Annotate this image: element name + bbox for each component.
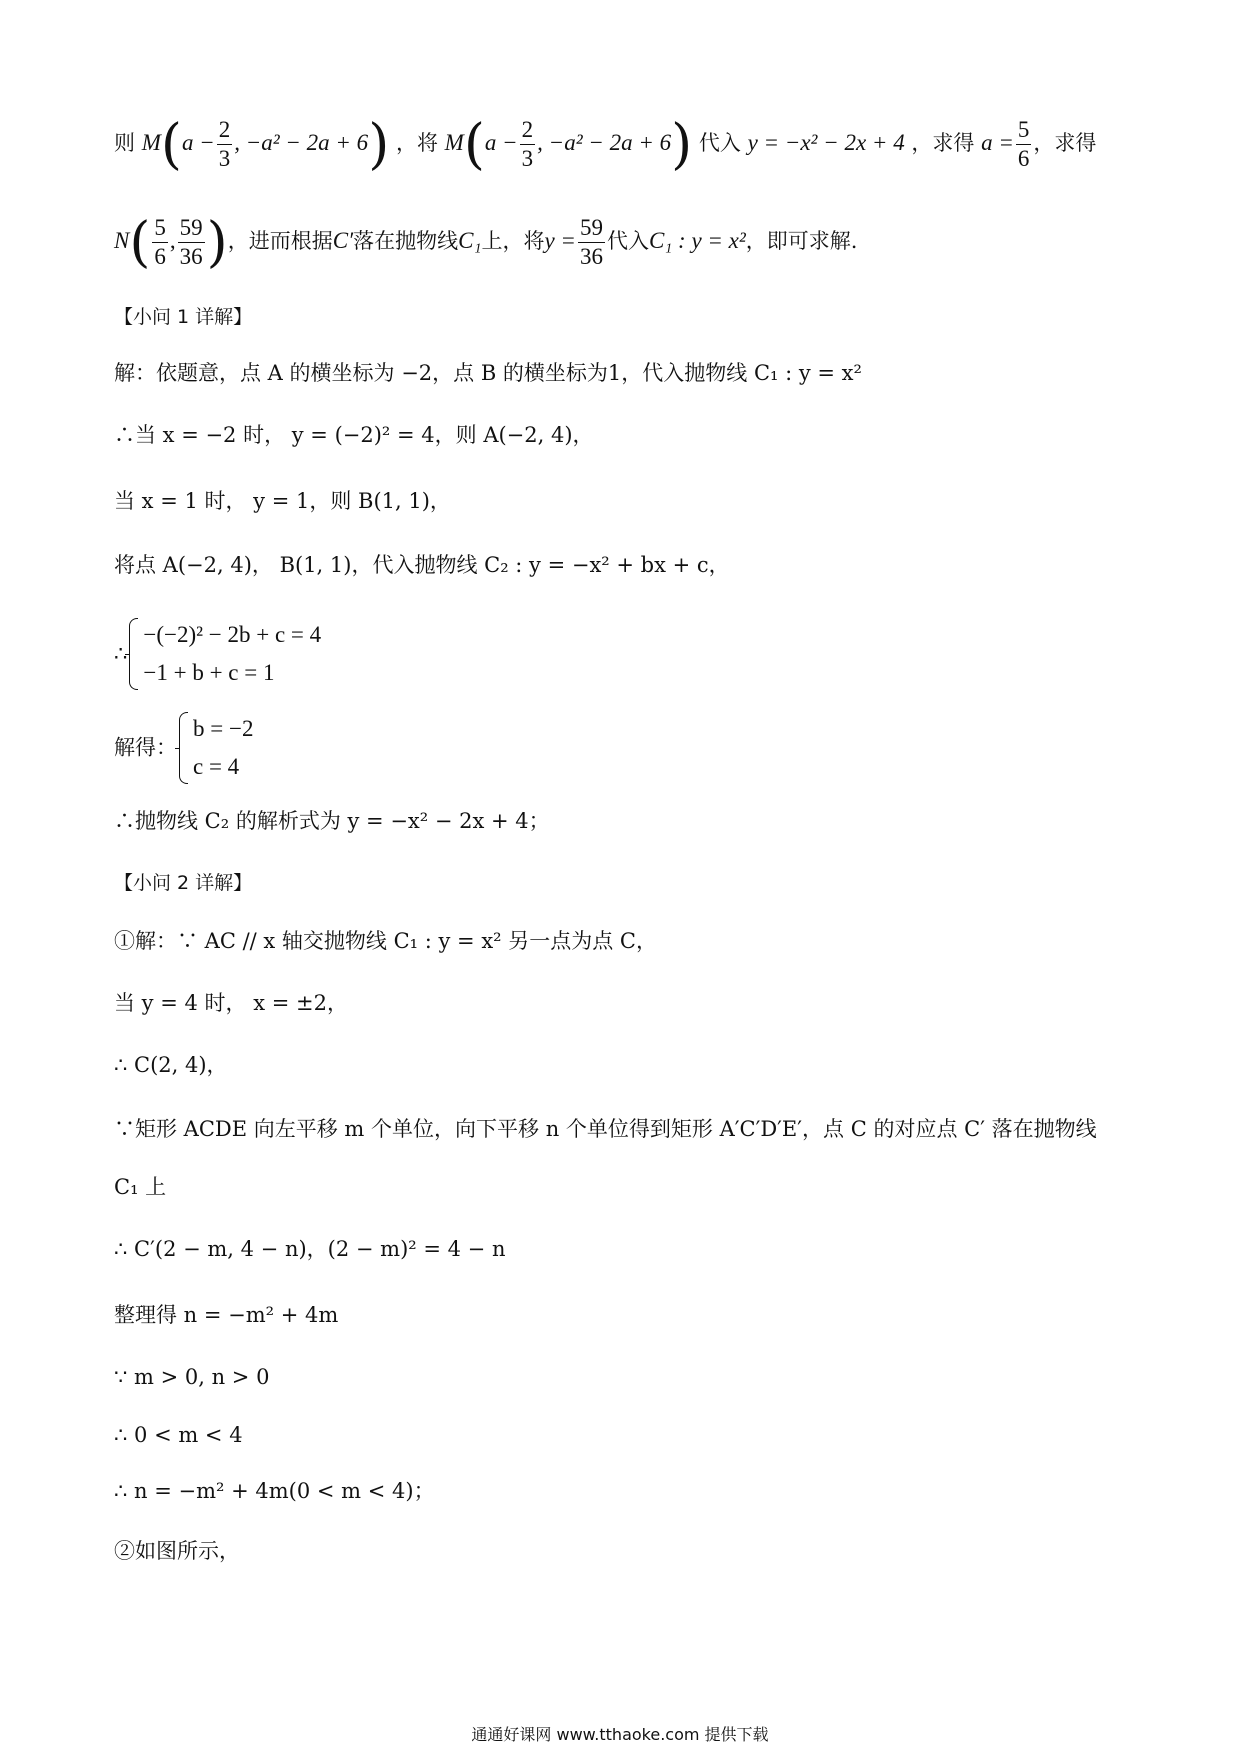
point-label: M: [444, 130, 464, 155]
math-expr: a −: [484, 130, 518, 155]
math-expr: y = −x² − 2x + 4: [747, 130, 905, 155]
solution-line-3: 解：依题意，点 A 的横坐标为 −2，点 B 的横坐标为1，代入抛物线 C₁ : y = x²: [114, 361, 862, 385]
solution-line-16: ∴ 0 < m < 4: [114, 1423, 243, 1447]
solution-line-5: 当 x = 1 时， y = 1，则 B(1, 1)，: [114, 489, 451, 513]
text: ，求得: [911, 131, 975, 155]
fraction: $\frac{5}{6}$: [154, 215, 166, 269]
math-expr: C₁ : y = x²: [648, 228, 746, 253]
text: 代入: [698, 131, 741, 155]
equation-system: [179, 710, 253, 786]
math-expr: , −a² − 2a + 6: [234, 130, 369, 155]
point-label: M: [141, 130, 161, 155]
point-label: N: [114, 228, 130, 253]
text: 代入: [606, 229, 649, 253]
solution-line-10: ∴ C(2, 4)，: [114, 1053, 228, 1077]
text: 落在抛物线: [353, 229, 459, 253]
fraction: $\frac{5}{6}$: [1017, 117, 1030, 171]
equation-system-1: [114, 612, 1126, 692]
solution-line-15: ∵ m > 0, n > 0: [114, 1365, 270, 1389]
solution-line-11: ∵矩形 ACDE 向左平移 m 个单位，向下平移 n 个单位得到矩形 A′C′D′E′，点 C 的对应点 C′ 落在抛物线: [114, 1117, 1097, 1141]
math-expr: a =: [981, 130, 1014, 155]
equation-row: b = −2: [193, 715, 254, 741]
equation-system: [129, 616, 321, 692]
text: ，求得: [1033, 131, 1097, 155]
comma: ,: [169, 228, 176, 253]
text: ，即可求解.: [745, 229, 858, 253]
equation-system-2: [114, 706, 1126, 786]
solution-line-9: 当 y = 4 时， x = ±2，: [114, 991, 348, 1015]
fraction: $\frac{2}{3}$: [218, 117, 231, 171]
solution-line-7: ∴抛物线 C₂ 的解析式为 y = −x² − 2x + 4；: [114, 809, 550, 833]
fraction: $\frac{59}{36}$: [579, 215, 603, 269]
section-heading-2: 【小问 2 详解】: [114, 872, 253, 894]
equation-row: −(−2)² − 2b + c = 4: [143, 621, 322, 647]
therefore-symbol: ∴: [114, 641, 128, 666]
math-expr: a −: [181, 130, 215, 155]
text: ，将: [395, 131, 438, 155]
math-expr: C′: [332, 228, 354, 253]
fraction: $\frac{59}{36}$: [179, 215, 203, 269]
footer-watermark: 通通好课网 www.tthaoke.com 提供下载: [471, 1725, 769, 1744]
solution-line-4: ∴当 x = −2 时， y = (−2)² = 4，则 A(−2, 4)，: [114, 423, 594, 447]
solution-line-13: ∴ C′(2 − m, 4 − n)，(2 − m)² = 4 − n: [114, 1237, 506, 1261]
math-expr: C₁: [458, 228, 482, 253]
text: 则: [114, 131, 135, 155]
fraction: $\frac{2}{3}$: [521, 117, 534, 171]
solution-line-8: ①解：∵ AC // x 轴交抛物线 C₁ : y = x² 另一点为点 C，: [114, 929, 658, 953]
text: 解得：: [114, 735, 177, 760]
solution-line-14: 整理得 n = −m² + 4m: [114, 1303, 339, 1327]
text: ，进而根据: [227, 229, 333, 253]
math-expr: y =: [544, 228, 576, 253]
solution-line-6: 将点 A(−2, 4)， B(1, 1)，代入抛物线 C₂ : y = −x² + bx + c，: [114, 553, 730, 577]
solution-line-12: C₁ 上: [114, 1175, 167, 1199]
solution-line-2: N( $\frac{5}{6}$ , $\frac{59}{36}$ )，进而根据C′落在抛物线C₁上，将y = $\frac{59}{36}$ 代入C₁ : y = x²，即可求解.: [114, 210, 858, 274]
math-expr: , −a² − 2a + 6: [537, 130, 672, 155]
solution-line-17: ∴ n = −m² + 4m(0 < m < 4)；: [114, 1479, 435, 1503]
solution-line-1: 则 M(a − $\frac{2}{3}$ , −a² − 2a + 6) ，将 M(a − $\frac{2}{3}$ , −a² − 2a + 6) 代入 y = −x² − 2x + 4 ，求得 a = $\frac{5}{6}$ ，求得: [114, 112, 1097, 176]
section-heading-1: 【小问 1 详解】: [114, 306, 253, 328]
equation-row: −1 + b + c = 1: [143, 659, 275, 685]
text: 上，将: [481, 229, 545, 253]
solution-line-18: ②如图所示，: [114, 1539, 240, 1563]
equation-row: c = 4: [193, 753, 240, 779]
